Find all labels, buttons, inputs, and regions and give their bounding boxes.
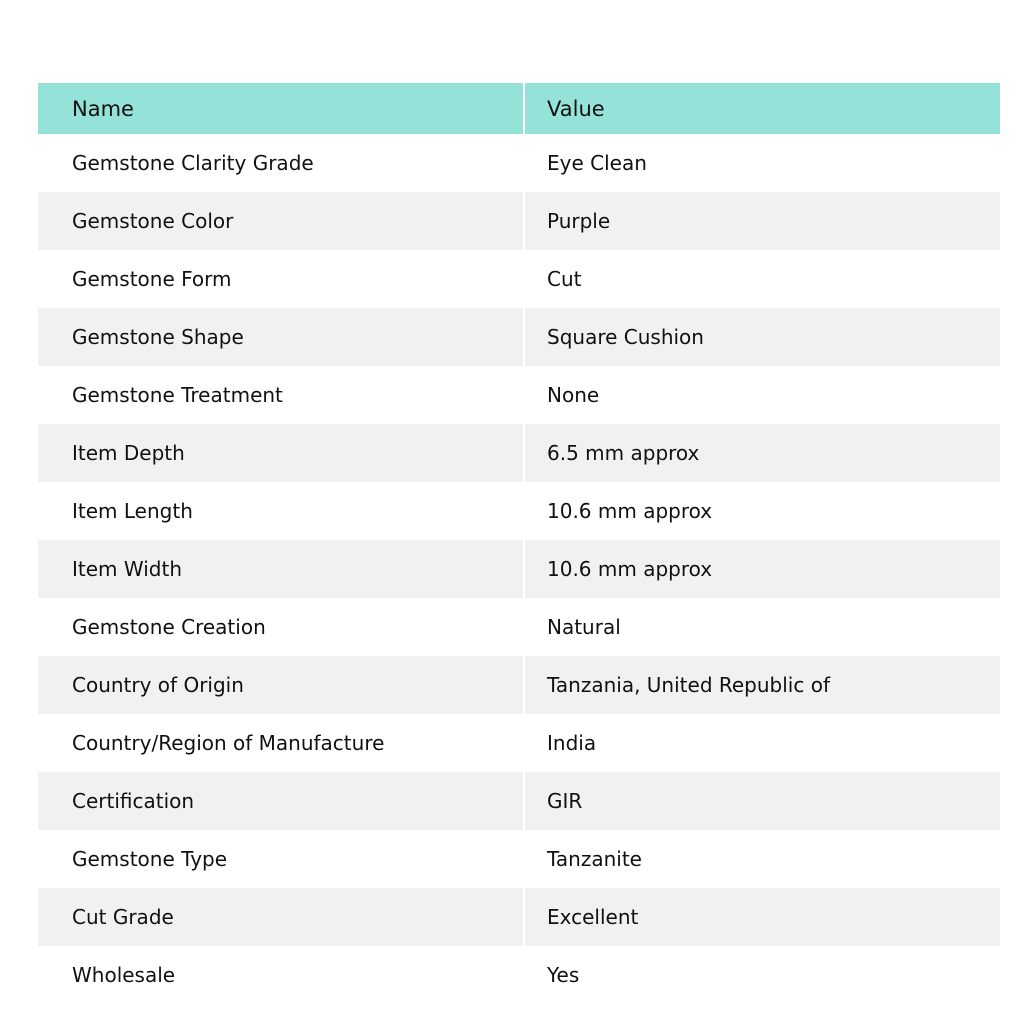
name-column-header: Name	[38, 83, 524, 134]
row-name-cell: Item Width	[38, 540, 524, 598]
row-name-cell: Certification	[38, 772, 524, 830]
row-value-cell: Purple	[547, 209, 611, 233]
row-value-cell: 10.6 mm approx	[547, 557, 713, 581]
row-value-cell: Excellent	[547, 905, 639, 929]
row-name-cell: Country of Origin	[38, 656, 524, 714]
table-row	[38, 424, 1000, 482]
row-value-cell: Tanzanite	[547, 847, 642, 871]
table-row	[38, 540, 1000, 598]
table-body	[38, 134, 1000, 1004]
table-row	[38, 656, 1000, 714]
header-row	[38, 83, 1000, 134]
row-name-cell: Country/Region of Manufacture	[38, 714, 524, 772]
specifications-table-container	[38, 83, 1000, 1004]
row-name-cell: Wholesale	[38, 946, 524, 1004]
table-row	[38, 598, 1000, 656]
row-value-cell: None	[547, 383, 600, 407]
table-row	[38, 192, 1000, 250]
row-value-cell: Tanzania, United Republic of	[547, 673, 830, 697]
table-row	[38, 134, 1000, 192]
row-name-cell: Cut Grade	[38, 888, 524, 946]
table-row	[38, 482, 1000, 540]
value-column-header: Value	[547, 96, 605, 121]
row-value-cell: Yes	[547, 963, 580, 987]
table-row	[38, 772, 1000, 830]
row-value-cell: Natural	[547, 615, 621, 639]
row-name-cell: Gemstone Creation	[38, 598, 524, 656]
row-name-cell: Item Length	[38, 482, 524, 540]
row-name-cell: Gemstone Type	[38, 830, 524, 888]
row-value-cell: 6.5 mm approx	[547, 441, 700, 465]
table-row	[38, 830, 1000, 888]
row-value-cell: India	[547, 731, 597, 755]
row-name-cell: Item Depth	[38, 424, 524, 482]
table-row	[38, 308, 1000, 366]
row-value-cell: GIR	[547, 789, 583, 813]
row-name-cell: Gemstone Form	[38, 250, 524, 308]
row-value-cell: Cut	[547, 267, 582, 291]
table-header	[38, 83, 1000, 134]
row-name-cell: Gemstone Clarity Grade	[38, 134, 524, 192]
specifications-table	[38, 83, 1000, 1004]
row-name-cell: Gemstone Treatment	[38, 366, 524, 424]
row-value-cell: Eye Clean	[547, 151, 647, 175]
row-name-cell: Gemstone Shape	[38, 308, 524, 366]
row-value-cell: 10.6 mm approx	[547, 499, 713, 523]
table-row	[38, 250, 1000, 308]
table-row	[38, 946, 1000, 1004]
table-row	[38, 888, 1000, 946]
row-name-cell: Gemstone Color	[38, 192, 524, 250]
table-row	[38, 714, 1000, 772]
row-value-cell: Square Cushion	[547, 325, 704, 349]
table-row	[38, 366, 1000, 424]
